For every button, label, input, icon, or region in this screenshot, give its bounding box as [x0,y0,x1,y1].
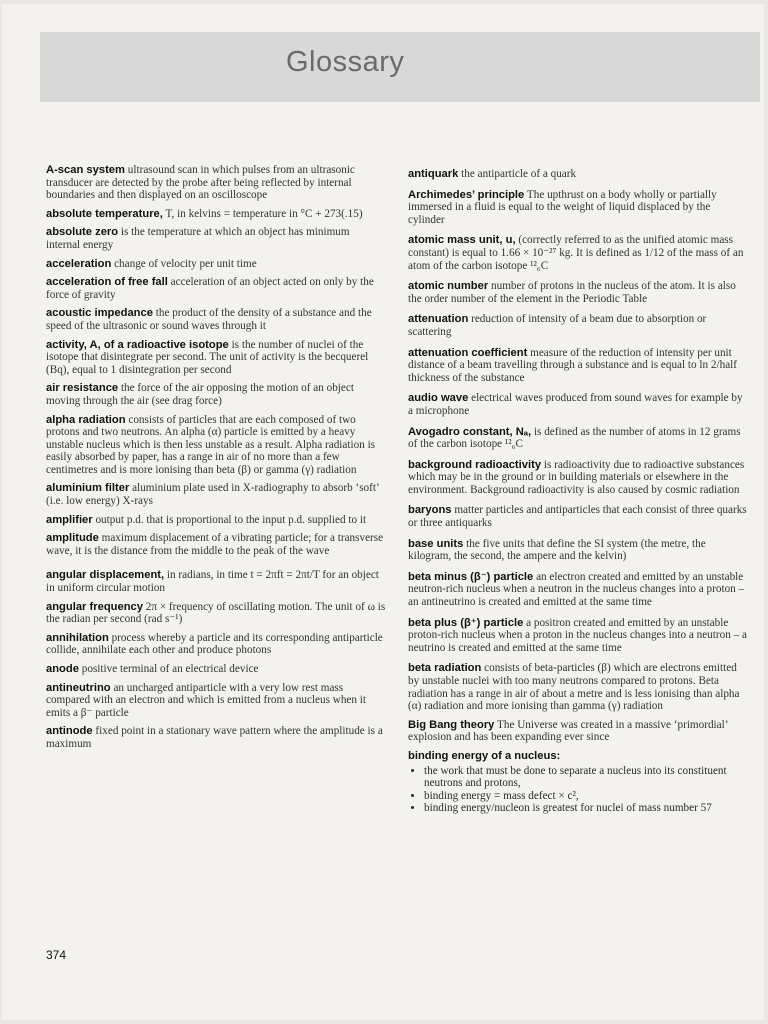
glossary-term: absolute temperature, [46,207,163,220]
glossary-entry [46,208,386,221]
glossary-definition: in radians, in time t = 2πft = 2πt/T for an object in uniform circular motion [46,569,379,595]
glossary-entry [408,571,748,609]
glossary-entry [46,682,386,720]
glossary-entry [46,339,386,377]
glossary-entry [46,632,386,657]
glossary-entry [46,569,386,594]
glossary-term: Big Bang theory [408,718,495,731]
bullet-item: • binding energy = mass defect × c², [424,790,748,803]
glossary-term: acoustic impedance [46,307,153,320]
glossary-entry [408,617,748,655]
glossary-entry [408,189,748,227]
glossary-definition: matter particles and antiparticles that each consist of three quarks or three antiquarks [408,504,747,530]
glossary-definition: a positron created and emitted by an unstable proton-rich nucleus when a proton in the nucleus changes into a neutron – a neutrino is created and emitted at the same time [408,616,747,654]
glossary-term: attenuation [408,313,469,326]
glossary-entry [408,168,748,181]
glossary-entry [46,307,386,332]
glossary-term: base units [408,537,464,550]
glossary-definition: acceleration of an object acted on only by the force of gravity [46,276,374,301]
glossary-definition: change of velocity per unit time [114,257,257,270]
glossary-term: atomic mass unit, u, [408,234,516,247]
glossary-definition: electrical waves produced from sound waves for example by a microphone [408,392,743,417]
glossary-term: binding energy of a nucleus: [408,749,561,762]
glossary-term: air resistance [46,382,119,395]
bullet-item: • binding energy/nucleon is greatest for nuclei of mass number 57 [424,802,748,815]
left-column [46,158,386,751]
glossary-term: aluminium filter [46,482,130,495]
glossary-term: acceleration [46,257,112,270]
glossary-term: background radioactivity [408,458,542,471]
glossary-entry [46,482,386,507]
glossary-entry [46,414,386,477]
glossary-definition: The Universe was created in a massive ‘primordial’ explosion and has been expanding ever since [408,718,728,744]
glossary-entry [408,750,748,763]
glossary-term: angular frequency [46,600,143,613]
glossary-entry [46,226,386,251]
glossary-entry [408,719,748,744]
glossary-entry [46,532,386,557]
glossary-term: activity, A, of a radioactive isotope [46,338,229,351]
glossary-definition: an electron created and emitted by an unstable neutron-rich nucleus when a neutron in the nucleus changes into a proton – an antineutrino is created and emitted at the same time [408,570,745,609]
glossary-entry [46,725,386,750]
glossary-definition: is radioactivity due to radioactive substances which may be in the ground or in building materials or elsewhere in the environment. Background radioactivity is also caused by cosmic radiation [408,458,745,496]
glossary-definition: reduction of intensity of a beam due to absorption or scattering [408,313,707,338]
glossary-term: Avogadro constant, Nₐ, [408,425,532,438]
glossary-definition: output p.d. that is proportional to the input p.d. supplied to it [95,513,367,526]
glossary-entry [408,280,748,305]
glossary-definition: measure of the reduction of intensity per unit distance of a beam travelling through a substance and is equal to ln 2/half thickness of the substance [408,346,737,384]
glossary-entry [46,663,386,676]
glossary-entry [46,164,386,202]
page-title: Glossary [286,46,405,78]
glossary-page [2,4,764,1020]
glossary-definition: the antiparticle of a quark [461,168,577,180]
glossary-definition: 2π × frequency of oscillating motion. The unit of ω is the radian per second (rad s⁻¹) [46,600,386,626]
glossary-term: amplitude [46,532,99,545]
glossary-definition: ultrasound scan in which pulses from an ultrasonic transducer are detected by the probe after being reflected by internal boundaries and then displayed on an oscilloscope [46,164,355,202]
page-number: 374 [46,948,67,962]
glossary-entry [408,538,748,563]
glossary-definition: positive terminal of an electrical device [81,663,259,675]
glossary-definition: is the number of nuclei of the isotope that disintegrate per second. The unit of activity is the becquerel (Bq), equal to 1 disintegration per second [46,338,369,376]
glossary-term: beta minus (β⁻) particle [408,570,534,583]
glossary-definition: (correctly referred to as the unified atomic mass constant) is equal to 1.66 × 10⁻²⁷ kg. It is defined as 1/12 of the mass of an atom of the carbon isotope ¹²₆C [408,234,744,272]
glossary-definition: process whereby a particle and its corresponding antiparticle collide, annihilate each other and produce photons [46,631,383,657]
glossary-definition: fixed point in a stationary wave pattern where the amplitude is a maximum [46,725,383,750]
glossary-definition: is defined as the number of atoms in 12 grams of the carbon isotope ¹²₆C [408,425,741,451]
glossary-term: atomic number [408,280,489,293]
glossary-term: A-scan system [46,164,125,176]
glossary-definition: the product of the density of a substance and the speed of the ultrasonic or sound waves through it [46,307,372,332]
glossary-entry [408,313,748,338]
glossary-entry [46,276,386,301]
glossary-entry [408,347,748,385]
glossary-term: alpha radiation [46,413,126,426]
glossary-entry [408,426,748,451]
glossary-term: anode [46,663,79,675]
glossary-term: audio wave [408,392,469,405]
right-column [408,162,748,815]
glossary-definition: number of protons in the nucleus of the atom. It is also the order number of the element in the Periodic Table [408,280,736,305]
glossary-entry [46,601,386,626]
glossary-definition: the five units that define the SI system (the metre, the kilogram, the second, the ampere and the kelvin) [408,537,706,563]
glossary-definition: The upthrust on a body wholly or partially immersed in a fluid is equal to the weight of liquid displaced by the cylinder [408,188,717,226]
glossary-term: annihilation [46,631,109,644]
glossary-entry [408,459,748,497]
glossary-definition: is the temperature at which an object has minimum internal energy [46,226,350,251]
glossary-entry [46,382,386,407]
glossary-term: baryons [408,504,452,517]
glossary-definition: consists of particles that are each composed of two protons and two neutrons. An alpha (α) particle is emitted by a heavy unstable nucleus which is then less unstable as a result. Alpha radiation is easily absorbed by paper, has a range in air of no more than a few centimetres and is more ionising than beta (β) or gamma (γ) radiation [46,413,376,476]
glossary-definition: consists of beta-particles (β) which are electrons emitted by unstable nuclei with too many neutrons compared to protons. Beta radiation has a range in air of about a metre and is less ionising than alpha (α) radiation and more ionising than gamma (γ) radiation [408,662,740,713]
glossary-entry [408,662,748,712]
glossary-entry [408,392,748,417]
glossary-term: attenuation coefficient [408,346,528,359]
glossary-entry [408,234,748,272]
glossary-term: antiquark [408,168,459,180]
glossary-term: angular displacement, [46,569,165,582]
glossary-entry [46,258,386,271]
glossary-term: Archimedes’ principle [408,188,525,201]
glossary-definition: maximum displacement of a vibrating particle; for a transverse wave, it is the distance from the middle to the peak of the wave [46,532,384,557]
glossary-term: acceleration of free fall [46,276,168,289]
glossary-definition: T, in kelvins = temperature in °C + 273(.15) [165,207,363,220]
glossary-definition: aluminium plate used in X-radiography to absorb ‘soft’ (i.e. low energy) X-rays [46,482,379,508]
binding-energy-bullets [408,765,748,815]
glossary-definition: the force of the air opposing the motion of an object moving through the air (see drag force) [46,382,354,407]
glossary-term: amplifier [46,513,93,526]
glossary-definition: an uncharged antiparticle with a very low rest mass compared with an electron and which is emitted from a nucleus when it emits a β⁻ particle [46,681,366,719]
bullet-item: • the work that must be done to separate a nucleus into its constituent neutrons and protons, [424,765,748,790]
glossary-entry [408,504,748,529]
glossary-term: beta plus (β⁺) particle [408,616,524,629]
glossary-term: antineutrino [46,681,111,694]
glossary-entry [46,514,386,527]
glossary-term: absolute zero [46,226,119,239]
glossary-term: antinode [46,725,93,738]
glossary-term: beta radiation [408,662,482,675]
title-band [40,32,760,102]
